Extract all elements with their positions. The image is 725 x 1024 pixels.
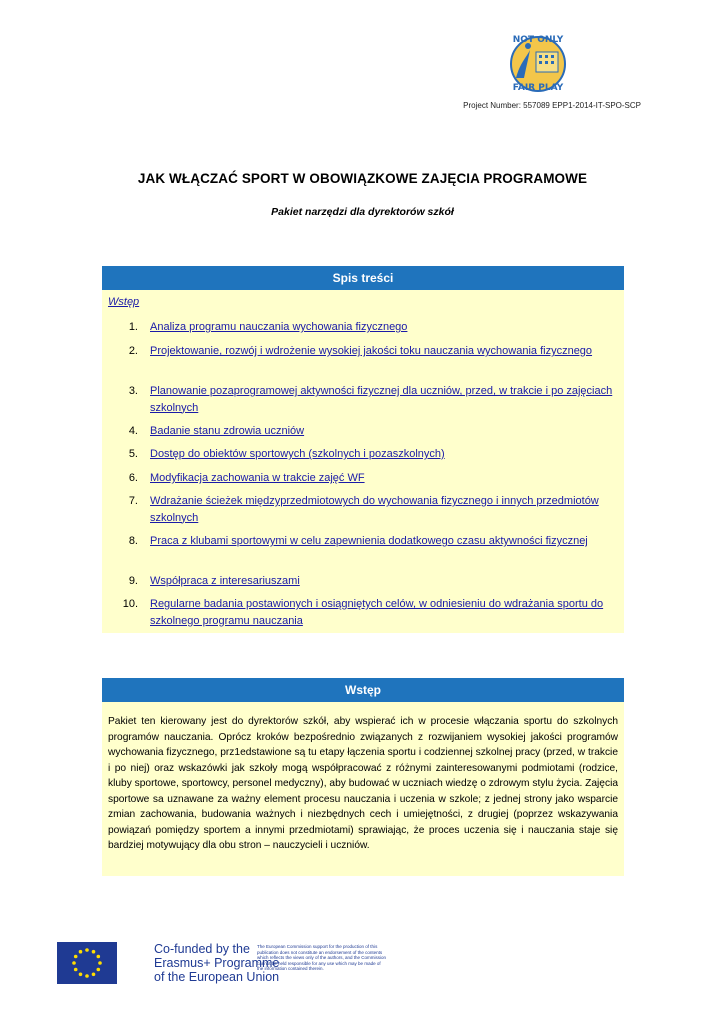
cofunded-line-3: of the European Union [154,970,280,984]
toc-link-3[interactable]: Planowanie pozaprogramowej aktywności fizycznej dla uczniów, przed, w trakcie i po zajęciach szkolnych [150,385,613,414]
not-only-fair-play-logo [498,28,578,98]
eu-disclaimer: The European Commission support for the production of this publication does not constitute an endorsement of the contents which reflects the views only of the authors, and the Commission cannot be held responsible for any use which may be made of the information contained therein. [257,944,387,972]
logo-text-top: NOT ONLY [512,35,564,45]
toc-link-4[interactable]: Badanie stanu zdrowia uczniów [150,425,305,437]
toc-link-10[interactable]: Regularne badania postawionych i osiągniętych celów, w odniesieniu do wdrażania sportu do szkolnego programu nauczania [150,598,604,627]
toc-item-number: 8. [128,535,138,547]
toc-item-number: 5. [128,448,138,460]
cofunded-line-2: Erasmus+ Programme [154,956,280,970]
logo-text-bottom: FAIR PLAY [512,83,564,93]
toc-item-number: 3. [128,385,138,397]
toc-item-number: 9. [128,575,138,587]
document-subtitle: Pakiet narzędzi dla dyrektorów szkół [271,206,454,218]
project-number: Project Number: 557089 EPP1-2014-IT-SPO-SCP [463,101,641,110]
toc-item-number: 2. [128,345,138,357]
toc-link-6[interactable]: Modyfikacja zachowania w trakcie zajęć WF [150,472,365,484]
toc-link-2[interactable]: Projektowanie, rozwój i wdrożenie wysokiej jakości toku nauczania wychowania fizycznego [150,345,593,357]
toc-item-number: 7. [128,495,138,507]
intro-paragraph: Pakiet ten kierowany jest do dyrektorów szkół, aby wspierać ich w procesie włączania sportu do szkolnych programów nauczania. Oprócz kroków bezpośrednio związanych z rozwijaniem wysokiej jakości programów wychowania fizycznego, prz1edstawione są tu etapy łączenia sportu i codziennej szkolnej pracy (przed, w trakcie i po niej) oraz wskazówki jak szkoły mogą współpracować z różnymi zainteresowanymi podmiotami (rodzice, kluby sportowe, sportowcy, personel medyczny), aby budować w uczniach wiedzę o zdrowym stylu życia. Zajęcia sportowe sa uznawane za ważny element procesu nauczania i uczenia w szkole; z jednej strony jako wsparcie zmian zachowania, budowania ważnych i niezbędnych cech i umiejętności, z drugiej (poprzez wskazywania powiązań pomiędzy sportem a innymi przedmiotami) sprawiając, że proces uczenia się i nauczania staje się bardziej motywujący dla obu stron – nauczycieli i uczniów. [108,716,618,851]
toc-panel [102,290,624,633]
toc-link-9[interactable]: Współpraca z interesariuszami [150,575,300,587]
toc-link-intro[interactable]: Wstęp [108,296,140,308]
intro-heading: Wstęp [102,678,624,702]
toc-item-number: 1. [128,321,138,333]
cofunded-line-1: Co-funded by the [154,942,250,956]
toc-link-5[interactable]: Dostęp do obiektów sportowych (szkolnych i pozaszkolnych) [150,448,445,460]
toc-item-number: 10. [122,598,138,610]
eu-flag-icon [57,942,117,984]
toc-item-number: 6. [128,472,138,484]
toc-link-8[interactable]: Praca z klubami sportowymi w celu zapewnienia dodatkowego czasu aktywności fizycznej [150,535,588,547]
toc-link-7[interactable]: Wdrażanie ścieżek międzyprzedmiotowych do wychowania fizycznego i innych przedmiotów szkolnych [150,495,599,524]
intro-panel [102,702,624,876]
toc-link-1[interactable]: Analiza programu nauczania wychowania fizycznego [150,321,408,333]
document-title: JAK WŁĄCZAĆ SPORT W OBOWIĄZKOWE ZAJĘCIA PROGRAMOWE [137,171,588,186]
toc-heading: Spis treści [102,266,624,290]
toc-item-number: 4. [128,425,138,437]
